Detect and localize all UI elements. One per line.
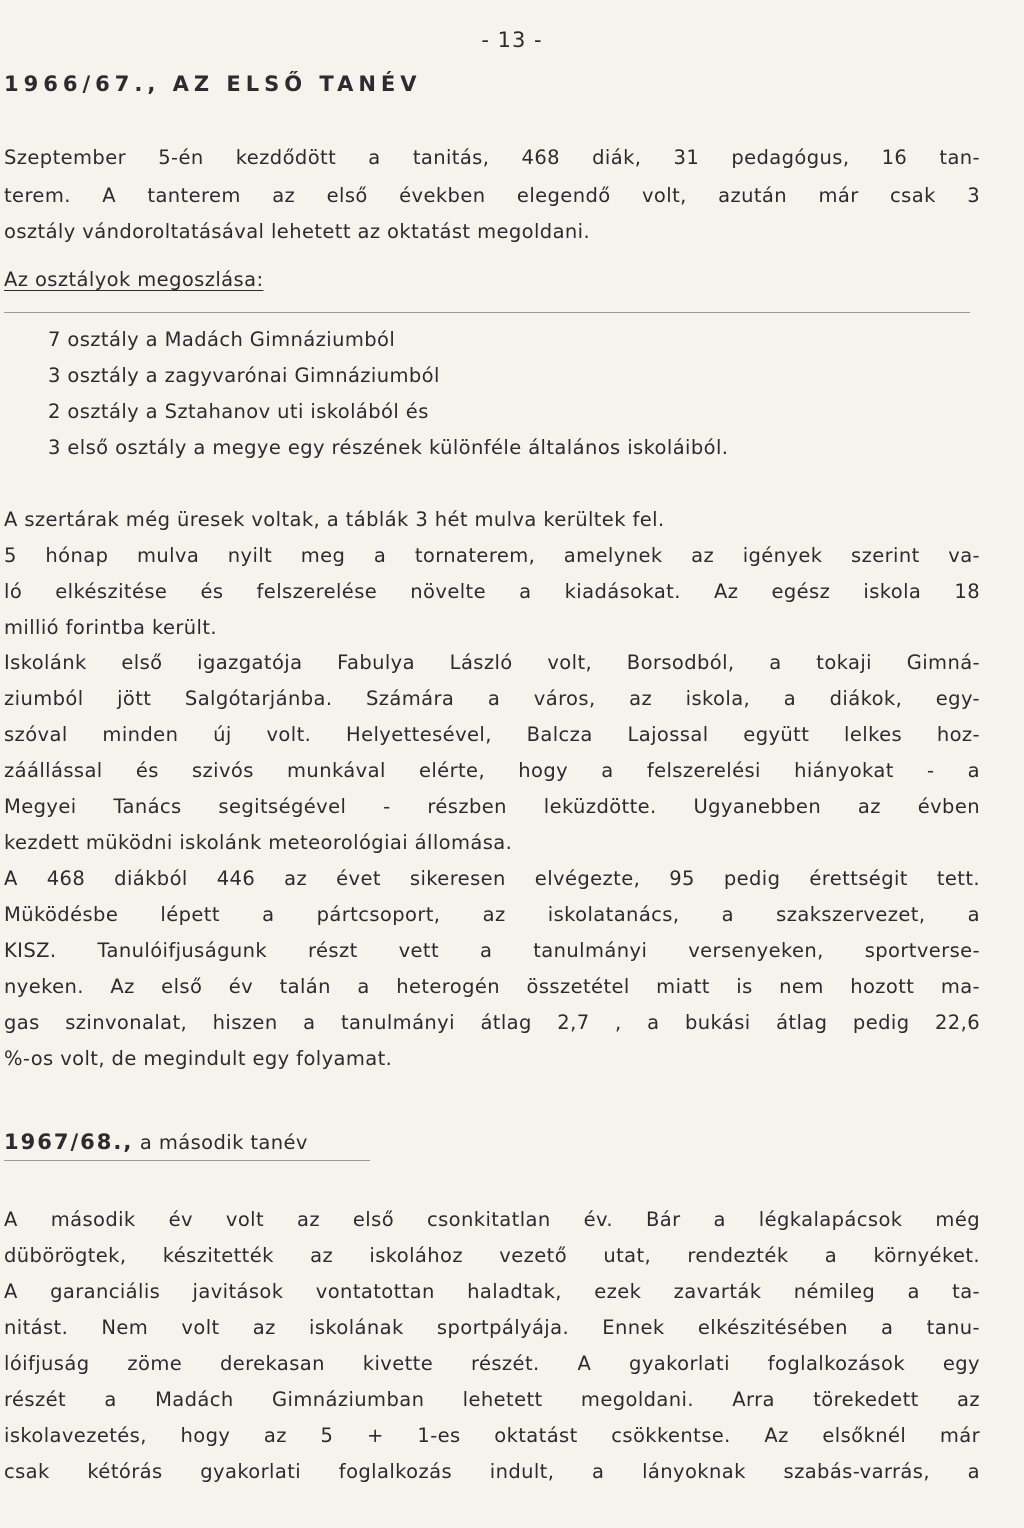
body-line: szóval minden új volt. Helyettesével, Balcza Lajossal együtt lelkes hoz- bbox=[4, 723, 980, 746]
body-line: A szertárak még üresek voltak, a táblák 3 hét mulva kerültek fel. bbox=[4, 508, 665, 531]
body-line: záállással és szivós munkával elérte, hogy a felszerelési hiányokat - a bbox=[4, 759, 980, 782]
body-line: A második év volt az első csonkitatlan év. Bár a légkalapácsok még bbox=[4, 1208, 980, 1231]
intro-line: Szeptember 5-én kezdődött a tanitás, 468 diák, 31 pedagógus, 16 tan- bbox=[4, 146, 980, 169]
page-number: - 13 - bbox=[481, 28, 543, 52]
body-line: nyeken. Az első év talán a heterogén összetétel miatt is nem hozott ma- bbox=[4, 975, 980, 998]
section-heading-1966-67: 1966/67., AZ ELSŐ TANÉV bbox=[4, 72, 422, 96]
body-line: lóifjuság zöme derekasan kivette részét. A gyakorlati foglalkozások egy bbox=[4, 1352, 980, 1375]
section-heading-year: 1967/68., bbox=[4, 1130, 134, 1154]
body-line: 5 hónap mulva nyilt meg a tornaterem, amelynek az igények szerint va- bbox=[4, 544, 980, 567]
body-line: részét a Madách Gimnáziumban lehetett megoldani. Arra törekedett az bbox=[4, 1388, 980, 1411]
subheading-class-distribution: Az osztályok megoszlása: bbox=[4, 268, 264, 291]
horizontal-rule bbox=[4, 312, 970, 313]
body-line: ziumból jött Salgótarjánba. Számára a város, az iskola, a diákok, egy- bbox=[4, 687, 980, 710]
body-line: Iskolánk első igazgatója Fabulya László volt, Borsodból, a tokaji Gimná- bbox=[4, 651, 980, 674]
body-line: ló elkészitése és felszerelése növelte a kiadásokat. Az egész iskola 18 bbox=[4, 580, 980, 603]
list-item: 3 első osztály a megye egy részének különféle általános iskoláiból. bbox=[48, 436, 729, 459]
intro-line: osztály vándoroltatásával lehetett az oktatást megoldani. bbox=[4, 220, 591, 243]
body-line: Megyei Tanács segitségével - részben leküzdötte. Ugyanebben az évben bbox=[4, 795, 980, 818]
intro-line: terem. A tanterem az első években elegendő volt, azután már csak 3 bbox=[4, 184, 980, 207]
body-line: %-os volt, de megindult egy folyamat. bbox=[4, 1047, 393, 1070]
body-line: gas szinvonalat, hiszen a tanulmányi átlag 2,7 , a bukási átlag pedig 22,6 bbox=[4, 1011, 980, 1034]
body-line: nitást. Nem volt az iskolának sportpályája. Ennek elkészitésében a tanu- bbox=[4, 1316, 980, 1339]
body-line: kezdett müködni iskolánk meteorológiai állomása. bbox=[4, 831, 513, 854]
section-heading-1967-68 bbox=[4, 1130, 308, 1155]
list-item: 7 osztály a Madách Gimnáziumból bbox=[48, 328, 396, 351]
body-line: A garanciális javitások vontatottan haladtak, ezek zavarták némileg a ta- bbox=[4, 1280, 980, 1303]
body-line: millió forintba került. bbox=[4, 616, 217, 639]
list-item: 2 osztály a Sztahanov uti iskolából és bbox=[48, 400, 429, 423]
body-line: Müködésbe lépett a pártcsoport, az iskolatanács, a szakszervezet, a bbox=[4, 903, 980, 926]
section-heading-title: a második tanév bbox=[139, 1131, 308, 1154]
heading-underline bbox=[4, 1160, 370, 1161]
body-line: KISZ. Tanulóifjuságunk részt vett a tanulmányi versenyeken, sportverse- bbox=[4, 939, 980, 962]
body-line: iskolavezetés, hogy az 5 + 1-es oktatást csökkentse. Az elsőknél már bbox=[4, 1424, 980, 1447]
body-line: dübörögtek, készitették az iskolához vezető utat, rendezték a környéket. bbox=[4, 1244, 980, 1267]
body-line: csak kétórás gyakorlati foglalkozás indult, a lányoknak szabás-varrás, a bbox=[4, 1460, 980, 1483]
body-line: A 468 diákból 446 az évet sikeresen elvégezte, 95 pedig érettségit tett. bbox=[4, 867, 980, 890]
list-item: 3 osztály a zagyvarónai Gimnáziumból bbox=[48, 364, 440, 387]
